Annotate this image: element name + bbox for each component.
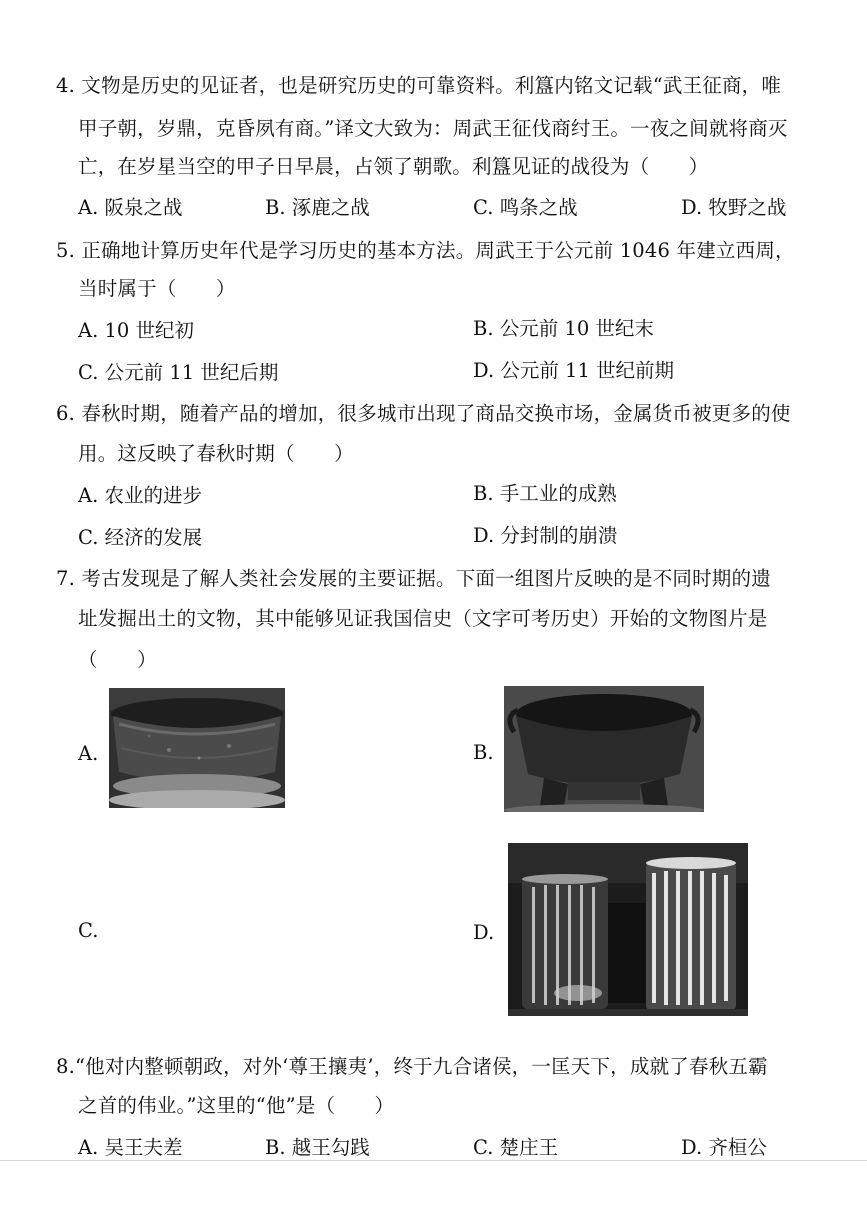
q4-option-c[interactable]: C. 鸣条之战	[473, 196, 578, 219]
q6-option-c[interactable]: C. 经济的发展	[78, 526, 203, 549]
q6-line-2: 用。这反映了春秋时期（ ）	[78, 442, 354, 465]
q5-option-d[interactable]: D. 公元前 11 世纪前期	[473, 359, 675, 382]
q6-option-a[interactable]: A. 农业的进步	[78, 484, 202, 507]
q7-option-a[interactable]: A.	[78, 742, 99, 765]
q4-line-2: 甲子朝，岁鼎，克昏夙有商。”译文大致为：周武王征伐商纣王。一夜之间就将商灭	[78, 117, 788, 140]
q6-option-b[interactable]: B. 手工业的成熟	[473, 482, 617, 505]
bronze-gui-vessel-image	[504, 686, 704, 812]
q8-line-2: 之首的伟业。”这里的“他”是（ ）	[78, 1094, 395, 1117]
q7-line-1: 7. 考古发现是了解人类社会发展的主要证据。下面一组图片反映的是不同时期的遗	[56, 567, 771, 590]
q8-option-c[interactable]: C. 楚庄王	[473, 1136, 559, 1159]
q7-option-d[interactable]: D.	[473, 921, 495, 944]
q8-option-b[interactable]: B. 越王勾践	[265, 1136, 370, 1159]
q6-line-1: 6. 春秋时期，随着产品的增加，很多城市出现了商品交换市场，金属货币被更多的使	[56, 402, 791, 425]
q5-option-b[interactable]: B. 公元前 10 世纪末	[473, 317, 654, 340]
bronze-basin-image	[109, 688, 285, 808]
bamboo-slips-photo	[508, 843, 748, 1016]
q5-line-2: 当时属于（ ）	[78, 277, 236, 300]
q8-option-d[interactable]: D. 齐桓公	[681, 1136, 767, 1159]
q7-line-3: （ ）	[78, 648, 157, 671]
q4-option-b[interactable]: B. 涿鹿之战	[265, 196, 370, 219]
q8-line-1: 8.“他对内整顿朝政，对外‘尊王攘夷’，终于九合诸侯，一匡天下，成就了春秋五霸	[56, 1055, 768, 1078]
q7-option-c[interactable]: C.	[78, 919, 99, 942]
q5-line-1: 5. 正确地计算历史年代是学习历史的基本方法。周武王于公元前 1046 年建立西周，	[56, 239, 795, 262]
q6-option-d[interactable]: D. 分封制的崩溃	[473, 524, 618, 547]
bronze-basin-photo	[109, 688, 285, 808]
q4-line-3: 亡，在岁星当空的甲子日早晨，占领了朝歌。利簋见证的战役为（ ）	[78, 155, 709, 178]
q5-option-a[interactable]: A. 10 世纪初	[78, 319, 194, 342]
q5-option-c[interactable]: C. 公元前 11 世纪后期	[78, 361, 279, 384]
page-bottom-divider	[0, 1160, 867, 1161]
q4-option-a[interactable]: A. 阪泉之战	[78, 196, 183, 219]
q4-option-d[interactable]: D. 牧野之战	[681, 196, 787, 219]
q8-option-a[interactable]: A. 吴王夫差	[78, 1136, 183, 1159]
q7-line-2: 址发掘出土的文物，其中能够见证我国信史（文字可考历史）开始的文物图片是	[78, 607, 768, 630]
q4-line-1: 4. 文物是历史的见证者，也是研究历史的可靠资料。利簋内铭文记载“武王征商，唯	[56, 74, 782, 97]
q7-option-b[interactable]: B.	[473, 741, 494, 764]
bronze-gui-vessel-photo	[504, 686, 704, 812]
bamboo-slips-image	[508, 843, 748, 1016]
